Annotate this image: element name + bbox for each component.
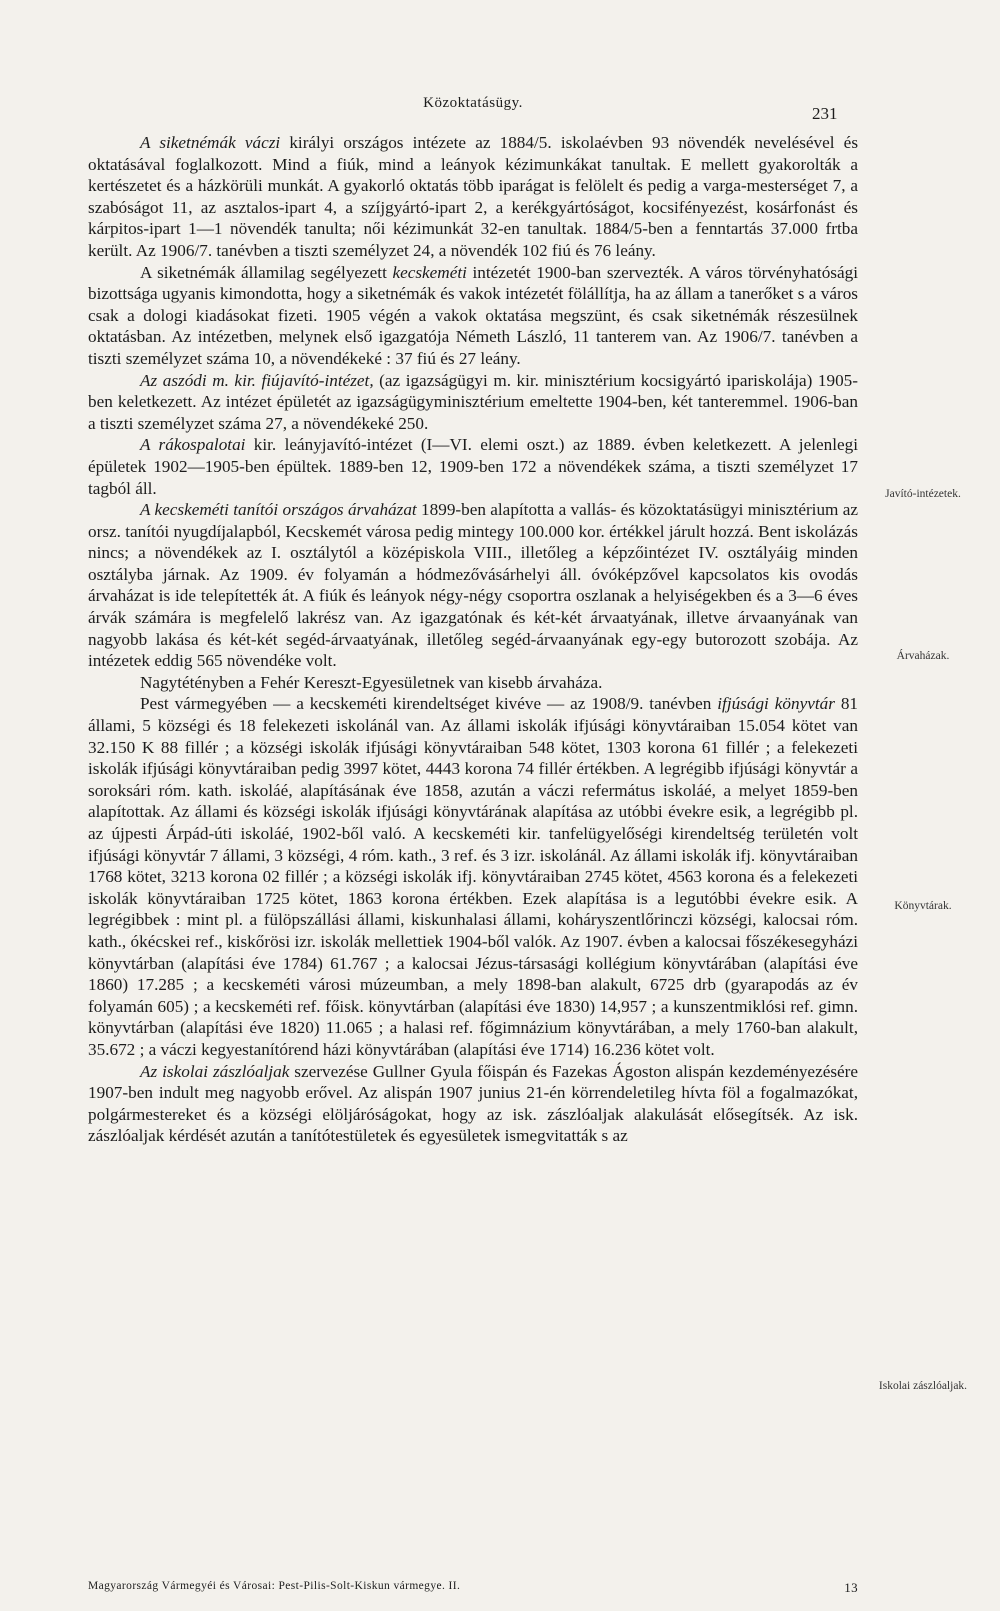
paragraph-text: (az igazságügyi m. kir. minisztérium kocsigyártó ipariskolája) 1905-ben keletkezett. Az intézet épületét az igazságügyminisztérium emeltette 1904-ben, két tanteremmel. 1906-ban a tiszti személyzet száma 27, a növendékeké 250. (88, 370, 858, 433)
paragraph-tail: intézetét 1900-ban szervezték. A város törvényhatósági bizottsága ugyanis kimondotta, hogy a siketnémák és vakok intézetét fölállítja, ha az állam a tanerőket s a város csak a dologi kiadásokat fizeti. 1905 végén a vakok oktatása megszünt, és csak siketnémák részesülnek oktatásban. Az intézetben, melynek első igazgatója Németh László, 11 tanterem van. Az 1906/7. tanévben a tiszti személyzet száma 10, a növendékeké : 37 fiú és 27 leány. (88, 262, 858, 368)
paragraph (88, 693, 858, 1060)
paragraph-text: 1899-ben alapította a vallás- és közoktatásügyi minisztérium az orsz. tanítói nyugdíjalapból, Kecskemét városa pedig mintegy 100.000 kor. értékkel járult hozzá. Bent iskolázás nincs; a növendékek az I. osztálytól a középiskola VIII., illetőleg a képzőintézet IV. osztályáig minden osztályba járnak. Az 1909. év folyamán a hódmezővásárhelyi áll. óvóképzővel kapcsolatos kis ovodás árvaházat is ide telepítették át. A fiúk és leányok négy-négy csoportra oszlanak a helyiségekben és a 3—6 éves árvák számára is megfelelő lakrész van. Az igazgatónak és két-két árvaatyának, illetve árvaanyának van nagyobb lakása és két-két segéd-árvaatyának, illetőleg segéd-árvaanyának egy-egy butorozott szobája. Az intézetek eddig 565 növendéke volt. (88, 500, 858, 671)
paragraph-lead: A kecskeméti tanítói országos árvaházat (140, 500, 417, 520)
paragraph-lead: A siketnémák váczi (140, 133, 281, 152)
paragraph-lead: Az iskolai zászlóaljak (140, 1061, 290, 1081)
paragraph (88, 1061, 858, 1147)
paragraph-text: királyi országos intézete az 1884/5. iskolaévben 93 növendék nevelésével és oktatásával foglalkozott. Mind a fiúk, mind a leányok kézimunkákat tanultak. E mellett gyakorolták a kertészetet és a házkörüli munkát. A gyakorló oktatás több iparágat is felölelt és pedig a varga-mesterséget 7, a szabóságot 11, az asztalos-ipart 4, a szíjgyártó-ipart 2, a kerékgyártóságot, kocsifényezést, kosárfonást és kárpitos-ipart 1—1 növendék tanulta; női kézimunkát 32-en tanultak. 1884/5-ben a fenntartás 37.000 frtba került. Az 1906/7. tanévben a tiszti személyzet 24, a növendék 102 fiú és 76 leány. (88, 133, 859, 260)
paragraph-text: szervezése Gullner Gyula főispán és Fazekas Ágoston alispán kezdeményezésére 1907-ben indult meg nagyobb erővel. Az alispán 1907 junius 21-én körrendeletileg hívta föl a fogalmazókat, polgármestereket és a községi elöljáróságokat, hogy az isk. zászlóaljak alakulását elősegítsék. Az isk. zászlóaljak kérdését azután a tanítótestületek és egyesületek ismegvitatták s az (88, 1061, 858, 1146)
paragraph (88, 132, 858, 262)
running-header: Közoktatásügy. (423, 95, 523, 111)
paragraph (88, 499, 858, 672)
body-text (88, 132, 858, 1147)
margin-note: Iskolai zászlóaljak. (878, 1380, 968, 1392)
paragraph-tail: 81 állami, 5 községi és 18 felekezeti iskolánál van. Az állami iskolák ifjúsági könyvtáraiban 15.054 kötet van 32.150 K 88 fillér ; a községi iskolák ifjúsági könyvtáraiban 548 kötet, 1303 korona 61 fillér ; a felekezeti iskolák ifjúsági könyvtáraiban pedig 3997 kötet, 4443 korona 74 fillér értékben. A legrégibb ifjúsági könyvtár a soroksári róm. kath. iskoláé, alapításának éve 1858, azután a váczi refermátus iskoláé, a melyet 1859-ben alapítottak. Az állami és községi iskolák ifjúsági könyvtárának alapítása az utóbbi évekre esik, a legrégibb pl. az újpesti Árpád-úti iskoláé, 1902-ből való. A kecskeméti kir. tanfelügyelőségi kirendeltség területén volt ifjúsági könyvtár 7 állami, 3 községi, 4 róm. kath., 3 ref. és 3 izr. iskolánál. Az állami iskolák ifj. könyvtáraiban 1768 kötet, 3213 korona 02 fillér ; a községi iskolák ifj. könyvtáraiban 2745 kötet, 4563 korona és a felekezeti iskolák könyvtáraiban 1725 kötet, 1863 korona értékben. Ezek alapítása is a legutóbbi évekre esik. A legrégibbek : mint pl. a fülöpszállási állami, kiskunhalasi állami, koháryszentlőrinczi községi, kalocsai róm. kath., ókécskei ref., kiskőrösi izr. iskolák mellettiek 1904-ből valók. Az 1907. évben a kalocsai főszékesegyházi könyvtárban (alapítási éve 1784) 61.767 ; a kalocsai Jézus-társasági kollégium könyvtárában (alapítási éve 1860) 17.285 ; a kecskeméti városi múzeumban, a mely 1898-ban alakult, 6725 drb (gyarapodás az év folyamán 605) ; a kecskeméti ref. főisk. könyvtárban (alapítási éve 1830) 14,957 ; a kunszentmiklósi ref. gimn. könyvtárban (alapítási éve 1820) 11.065 ; a halasi ref. főgimnázium könyvtárában, a mely 1760-ban alakult, 35.672 ; a váczi kegyestanítórend házi könyvtárában (alapítási éve 1714) 16.236 kötet volt. (88, 694, 859, 1059)
footer (88, 1580, 858, 1595)
signature-mark: 13 (844, 1580, 858, 1595)
margin-note: Árvaházak. (896, 650, 950, 662)
paragraph-italic: ifjúsági könyvtár (717, 694, 835, 714)
paragraph-text: A siketnémák államilag segélyezett (140, 262, 393, 282)
margin-note: Könyvtárak. (894, 900, 952, 912)
footer-source: Magyarország Vármegyéi és Városai: Pest-Pilis-Solt-Kiskun vármegye. II. (88, 1580, 461, 1592)
paragraph-text: Pest vármegyében — a kecskeméti kirendeltséget kivéve — az 1908/9. tanévben (140, 694, 718, 714)
paragraph-text: kir. leányjavító-intézet (I—VI. elemi oszt.) az 1889. évben keletkezett. A jelenlegi épületek 1902—1905-ben épültek. 1889-ben 12, 1909-ben 172 a növendékek száma, a tiszti személyzet 17 tagból áll. (88, 435, 858, 498)
page-number: 231 (812, 104, 838, 123)
margin-note: Javító-intézetek. (885, 488, 961, 500)
paragraph (88, 370, 858, 435)
paragraph-lead: A rákospalotai (140, 435, 246, 455)
paragraph-text: Nagytétényben a Fehér Kereszt-Egyesületnek van kisebb árvaháza. (140, 672, 603, 692)
paragraph-italic: kecskeméti (392, 262, 467, 282)
paragraph (88, 262, 858, 370)
paragraph-lead: Az aszódi m. kir. fiújavító-intézet, (140, 370, 374, 390)
paragraph (88, 672, 858, 694)
paragraph (88, 434, 858, 499)
